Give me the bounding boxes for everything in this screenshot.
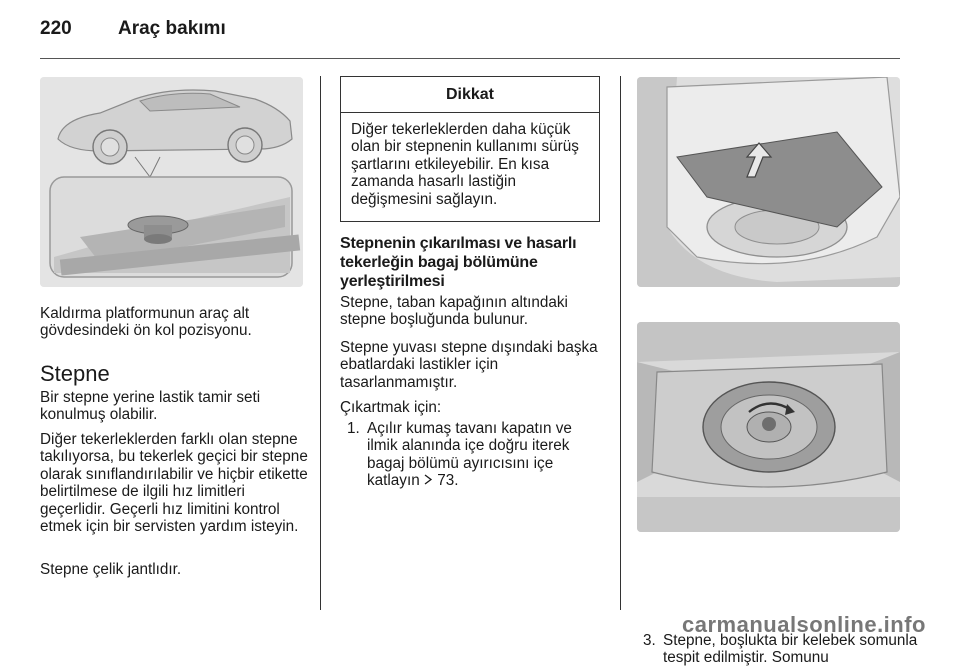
header-divider [40, 58, 900, 59]
step-number: 3. [643, 632, 656, 650]
step-text: Stepne, boşlukta bir kelebek somunla tespit edilmiştir. Somunu [663, 632, 918, 667]
paragraph: Stepne, taban kapağının altındaki stepne boşluğunda bulunur. [340, 294, 568, 329]
right-arrow-icon [424, 472, 433, 489]
paragraph: Çıkartmak için: [340, 399, 442, 416]
step-text: Açılır kumaş tavanı kapatın ve ilmik alanında içe doğru iterek bagaj bölümü ayırıcısını içe katlayın [367, 420, 572, 490]
subsection-heading: Stepnenin çıkarılması ve hasarlı tekerleğin bagaj bölümüne yerleştirilmesi [340, 235, 577, 290]
caution-box [340, 76, 600, 222]
paragraph: Bir stepne yerine lastik tamir seti konulmuş olabilir. [40, 389, 261, 424]
column-divider-right [620, 76, 621, 610]
list-item-step-1 [347, 420, 605, 490]
page-title: Araç bakımı [118, 18, 226, 39]
paragraph: Stepne yuvası stepne dışındaki başka ebatlardaki lastikler için tasarlanmamıştır. [340, 339, 598, 391]
page-reference[interactable]: 73. [437, 472, 459, 490]
paragraph: Stepne çelik jantlıdır. [40, 561, 182, 578]
figure-lift-platform [40, 77, 303, 287]
figure-floor-cover [637, 77, 900, 287]
column-divider-left [320, 76, 321, 610]
page-number: 220 [40, 18, 72, 39]
step-number: 1. [347, 420, 360, 437]
figure-caption: Kaldırma platformunun araç alt gövdesindeki ön kol pozisyonu. [40, 305, 252, 340]
figure-spare-wheel-well [637, 322, 900, 532]
caution-title: Dikkat [341, 77, 599, 113]
section-heading-stepne: Stepne [40, 361, 110, 386]
caution-text: Diğer tekerleklerden daha küçük olan bir stepnenin kullanımı sürüş şartlarını etkileyebilir. En kısa zamanda hasarlı lastiğin değişmesini sağlayın. [351, 121, 579, 208]
watermark: carmanualsonline.info [682, 612, 926, 637]
paragraph: Diğer tekerleklerden farklı olan stepne takılıyorsa, bu tekerlek geçici bir stepne olarak sınıflandırılabilir ve hiçbir etikette belirtilmese de ilgili hız limitleri geçerlidir. Geçerli hız limitini kontrol etmek için bir servisten yardım isteyin. [40, 431, 308, 536]
